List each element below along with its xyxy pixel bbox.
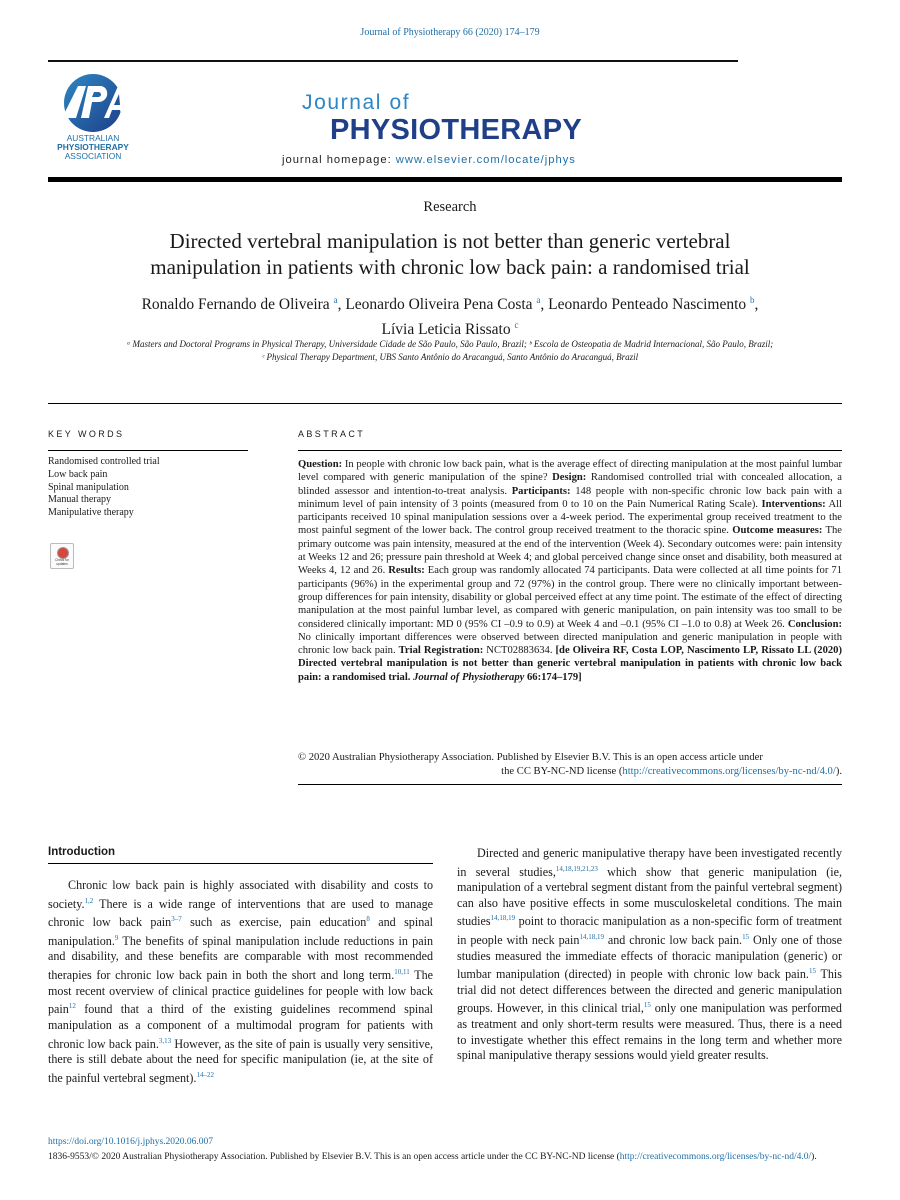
author-separator: , — [540, 296, 549, 314]
homepage-label: journal homepage: — [282, 154, 396, 166]
journal-title-name: PHYSIOTHERAPY — [330, 114, 583, 146]
keywords-rule — [48, 450, 248, 451]
footer-text-end: ). — [811, 1152, 817, 1162]
paragraph-text: only one manipulation was performed as treatment and only short-term results were measured. Thus, there is a need to investigate whether this effect remains in the long term and whether more spinal manipulative therapy sessions would yield greater results. — [457, 1001, 842, 1063]
abstract-label: Trial Registration: — [398, 645, 484, 657]
paragraph-text: The most recent overview of clinical practice guidelines for people with low back pain — [48, 968, 434, 1017]
journal-homepage — [282, 154, 576, 166]
author-separator: , — [337, 296, 346, 314]
author-line — [60, 290, 840, 315]
author-line — [60, 315, 840, 340]
paragraph-text: The benefits of spinal manipulation include reductions in pain and disability, and these benefits are comparable with most recommended therapies for chronic low back pain in both the short and long term. — [48, 933, 433, 983]
introduction-heading: Introduction — [48, 846, 116, 858]
paragraph-text: found that a third of the existing guidelines recommend spinal manipulation as a component of a multimodal program for patients with chronic low back pain. — [48, 1002, 433, 1051]
affiliation-line: ᶜ Physical Therapy Department, UBS Santo Antônio do Aracanguá, Santo Antônio do Aracanguá, Brazil — [261, 352, 639, 362]
copyright-line: © 2020 Australian Physiotherapy Association. Published by Elsevier B.V. This is an open access article under — [298, 752, 763, 763]
reference-mark[interactable]: 1,2 — [84, 896, 94, 905]
license-link[interactable]: http://creativecommons.org/licenses/by-nc-nd/4.0/ — [622, 766, 836, 777]
reference-mark[interactable]: 15 — [742, 933, 750, 942]
footer-license-link[interactable]: http://creativecommons.org/licenses/by-nc-nd/4.0/ — [619, 1152, 812, 1162]
reference-mark[interactable]: 12 — [68, 1002, 76, 1011]
keyword-item: Manual therapy — [48, 494, 112, 506]
logo-text — [48, 134, 138, 161]
author-name[interactable]: Leonardo Oliveira Pena Costa — [345, 296, 533, 314]
apa-logo-icon — [48, 72, 138, 134]
title-line: manipulation in patients with chronic low back pain: a randomised trial — [150, 255, 750, 279]
reference-mark[interactable]: 15 — [643, 1001, 651, 1010]
reference-mark[interactable]: 14–22 — [196, 1070, 214, 1079]
check-for-updates-button[interactable] — [50, 543, 74, 569]
author-name[interactable]: Leonardo Penteado Nascimento — [548, 296, 747, 314]
footer-text: 1836-9553/© 2020 Australian Physiotherapy Association. Published by Elsevier B.V. This is an open access article under the CC BY-NC-ND license ( — [48, 1152, 620, 1162]
abstract-citation-end: 66:174–179] — [524, 671, 582, 683]
abstract-heading: ABSTRACT — [298, 429, 366, 439]
paragraph-text: Directed and generic manipulative therapy have been investigated recently in several studies, — [457, 846, 842, 879]
abstract-text: All participants received 10 spinal manipulation sessions over a 4-week period. The experimental group received treatment to the most painful segment of the lower back. The control group received treatment to the thoracic spine. — [298, 498, 843, 537]
abstract-text: No clinically important differences were observed between directed manipulation and generic manipulation in people with chronic low back pain. — [298, 631, 842, 657]
article-title — [60, 228, 840, 280]
header-rule — [48, 60, 738, 62]
reference-mark[interactable]: 3,13 — [158, 1036, 172, 1045]
license-prefix: the CC BY-NC-ND license ( — [501, 766, 623, 777]
reference-mark[interactable]: 10,11 — [394, 968, 410, 977]
introduction-right-paragraph — [457, 846, 842, 1064]
paragraph-text: which show that generic manipulation (ie, manipulation of a vertebral segment distant from the painful vertebral segment) can also have positive effects in some musculoskeletal conditions. The main studies — [457, 864, 842, 929]
abstract-text: In people with chronic low back pain, what is the average effect of directing manipulation at the most painful lumbar level compared with generic manipulation of the spine? — [298, 459, 842, 484]
reference-mark[interactable]: 14,18,19 — [579, 933, 604, 942]
keywords-list — [48, 456, 160, 520]
paragraph-text: and spinal manipulation. — [48, 915, 433, 948]
reference-mark[interactable]: 14,18,19,21,23 — [555, 864, 598, 873]
abstract-text: The primary outcome was pain intensity, measured at the end of the intervention (Week 4). Secondary outcomes were: pain intensity at Weeks 12 and 26; pressure pain threshold at Week 4; and global perceived change since onset and disability, both measured at Weeks 4, 12 and 26. — [298, 525, 842, 577]
article-section: Research — [423, 199, 477, 215]
abstract-label: Participants: — [511, 485, 571, 497]
journal-citation[interactable]: Journal of Physiotherapy 66 (2020) 174–179 — [360, 27, 540, 38]
doi-link[interactable]: https://doi.org/10.1016/j.jphys.2020.06.007 — [48, 1137, 214, 1147]
abstract-text: Randomised controlled trial with concealed allocation, a blinded assessor and intention-to-treat analysis. — [298, 472, 842, 497]
abstract-label: Question: — [298, 459, 343, 470]
abstract-citation-journal: Journal of Physiotherapy — [413, 671, 525, 683]
section-rule — [48, 403, 842, 404]
paragraph-text: such as exercise, pain education — [181, 915, 367, 930]
reference-mark[interactable]: 9 — [114, 933, 119, 942]
journal-title-of: Journal of — [302, 91, 411, 114]
logo-text-line: ASSOCIATION — [64, 151, 122, 161]
abstract-label: Interventions: — [761, 498, 826, 510]
header-thick-rule — [48, 177, 842, 182]
logo-text-line: PHYSIOTHERAPY — [57, 142, 129, 152]
affiliation-line: ᵃ Masters and Doctoral Programs in Physical Therapy, Universidade Cidade de São Paulo, São Paulo, Brazil; ᵇ Escola de Osteopatia de Madrid Internacional, São Paulo, Brazil; — [126, 339, 774, 349]
reference-mark[interactable]: 14,18,19 — [490, 914, 516, 923]
keyword-item: Randomised controlled trial — [48, 456, 160, 467]
paragraph-text: This trial did not detect differences between the directed and generic manipulation groups. However, in this clinical trial, — [457, 967, 842, 1016]
abstract-citation: [de Oliveira RF, Costa LOP, Nascimento LP, Rissato LL (2020) Directed vertebral manipulation is not better than generic vertebral manipulation in patients with chronic low back pain: a randomised trial. — [298, 645, 842, 683]
paragraph-text: Only one of those studies measured the immediate effects of thoracic manipulation (generic) or lumbar manipulation (directed) in people with chronic low back pain. — [457, 933, 842, 982]
reference-mark[interactable]: 15 — [808, 967, 816, 976]
logo-text-line: AUSTRALIAN — [66, 133, 120, 143]
affiliation-mark[interactable]: b — [750, 295, 755, 305]
keyword-item: Low back pain — [48, 468, 108, 480]
check-for-updates-label: Check for updates — [55, 558, 69, 566]
abstract-end-rule — [298, 784, 842, 785]
author-name[interactable]: Ronaldo Fernando de Oliveira — [141, 296, 330, 314]
apa-logo[interactable] — [48, 72, 138, 172]
abstract-rule — [298, 450, 842, 451]
footer-copyright — [48, 1151, 842, 1164]
author-separator: , — [754, 296, 759, 314]
reference-mark[interactable]: 3–7 — [171, 915, 182, 924]
paragraph-text: and chronic low back pain. — [603, 933, 743, 948]
affiliation-mark[interactable]: a — [333, 295, 338, 305]
abstract-label: Outcome measures: — [732, 525, 823, 537]
license-suffix: ). — [835, 766, 842, 777]
paragraph-text: point to thoracic manipulation as a non-specific form of treatment in people with neck pain — [457, 914, 842, 948]
paragraph-text: Chronic low back pain is highly associated with disability and costs to society. — [48, 878, 433, 911]
affiliations — [60, 338, 840, 364]
introduction-left-paragraph — [48, 878, 433, 1086]
affiliation-mark[interactable]: a — [536, 295, 541, 305]
affiliation-mark[interactable]: c — [514, 320, 519, 331]
abstract-label: Conclusion: — [787, 618, 842, 630]
abstract-text: 148 people with non-specific chronic low back pain with a minimum level of pain intensity of 3 points (measured from 0 to 10 on the Pain Numerical Rating Scale). — [298, 485, 843, 510]
abstract-body — [298, 458, 842, 684]
paragraph-text: There is a wide range of interventions that are used to manage chronic low back pain — [48, 896, 433, 930]
paragraph-text: However, as the site of pain is usually very sensitive, there is still debate about the need for specific manipulation (ie, at the site of the painful vertebral segment). — [48, 1036, 433, 1085]
keyword-item: Spinal manipulation — [48, 481, 129, 493]
abstract-text: NCT02883634. — [483, 645, 556, 657]
author-name[interactable]: Lívia Leticia Rissato — [381, 321, 511, 339]
title-line: Directed vertebral manipulation is not better than generic vertebral — [169, 229, 731, 253]
author-list — [60, 290, 840, 340]
copyright-license-line — [298, 765, 842, 778]
introduction-rule — [48, 863, 433, 864]
abstract-text: Each group was randomly allocated 74 participants. Data were collected at all time points for 71 participants (96%) in the experimental group and 72 (97%) in the control group. There were no clinically important between-group differences for pain intensity, disability or global perceived effect at any time point. The estimate of the effect of directing manipulation at the most painful lumbar level, as compared with generic manipulation, on pain intensity was too small to be considered clinically important: MD 0 (95% CI –0.9 to 0.9) at Week 4 and –0.1 (95% CI –1.0 to 0.8) at Week 26. — [298, 565, 843, 630]
homepage-link[interactable]: www.elsevier.com/locate/jphys — [395, 154, 576, 166]
reference-mark[interactable]: 8 — [366, 915, 370, 924]
keyword-item: Manipulative therapy — [48, 507, 134, 519]
abstract-label: Results: — [388, 565, 425, 577]
abstract-label: Design: — [552, 472, 587, 484]
keywords-heading: KEY WORDS — [48, 429, 125, 439]
